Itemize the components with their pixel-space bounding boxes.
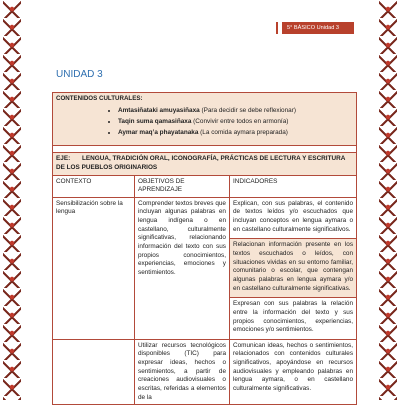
eje-label: EJE: xyxy=(56,155,71,163)
objetivo-cell: Utilizar recursos tecnológicos disponibles (TIC) para expresar ideas, hechos o sentimientos, a partir de creaciones audiovisuales o escritas, referidas a elementos de la xyxy=(135,339,230,404)
contenido-term: Aymar maq’a phayatanaka xyxy=(118,128,199,136)
contenido-item xyxy=(118,129,353,138)
contenido-desc: (La comida aymara preparada) xyxy=(198,128,288,136)
contenido-desc: (Para decidir se debe reflexionar) xyxy=(199,107,296,115)
decorative-border-right xyxy=(379,0,397,400)
col-header-contexto: CONTEXTO xyxy=(53,175,135,197)
col-header-objetivos: OBJETIVOS DE APRENDIZAJE xyxy=(135,175,230,197)
unit-title: UNIDAD 3 xyxy=(56,69,103,80)
indicadores-cell xyxy=(230,197,357,339)
contexto-cell xyxy=(53,339,135,404)
curriculum-table xyxy=(52,92,357,405)
objetivo-cell: Comprender textos breves que incluyan algunas palabras en lengua indígena o en castellano, culturalmente significativas, relacionando información del texto con sus propios conocimientos, experiencias, emociones y sentimientos. xyxy=(135,197,230,339)
indicador-item: Comunican ideas, hechos o sentimientos, relacionados con contenidos culturales significativos, apoyándose en recursos audiovisuales y empleando palabras en lengua aymara, o en castellano culturalmente significativas. xyxy=(233,341,354,393)
contenido-desc: (Convivir entre todos en armonía) xyxy=(191,118,289,125)
contenido-item xyxy=(118,107,353,116)
badge-accent xyxy=(276,22,278,34)
indicadores-cell xyxy=(230,339,357,404)
eje-cell xyxy=(53,153,357,175)
col-header-indicadores: INDICADORES xyxy=(230,175,357,197)
indicador-item: Expresan con sus palabras la relación entre la información del texto y sus propios conocimientos, experiencias, emociones y/o sentimientos. xyxy=(233,300,354,334)
grade-unit-badge: 5° BÁSICO Unidad 3 xyxy=(282,22,354,34)
contenidos-heading: CONTENIDOS CULTURALES: xyxy=(56,95,143,102)
contenidos-culturales-cell xyxy=(53,93,357,146)
decorative-border-left xyxy=(3,0,21,400)
indicador-item: Relacionan información presente en los textos escuchados o leídos, con situaciones vividas en su entorno familiar, comunitario o escolar, que contengan algunas palabras en lengua aymara y/o en castellano culturalmente significativas. xyxy=(230,239,356,298)
eje-text: LENGUA, TRADICIÓN ORAL, ICONOGRAFÍA, PRÁCTICAS DE LECTURA Y ESCRITURA DE LOS PUEBLOS ORIGINARIOS xyxy=(56,155,346,171)
contenido-term: Amtasiñataki amuyasiñaxa xyxy=(118,107,200,115)
table-row xyxy=(53,339,357,404)
contenido-item xyxy=(118,118,353,127)
indicador-item: Explican, con sus palabras, el contenido de textos leídos y/o escuchados que incluyan conceptos en lengua aymara o en castellano culturalmente significativos. xyxy=(230,198,356,240)
contexto-cell: Sensibilización sobre la lengua xyxy=(53,197,135,339)
table-row xyxy=(53,197,357,339)
contenidos-list xyxy=(56,107,353,137)
contenido-term: Taqin suma qamasiñaxa xyxy=(118,118,192,125)
